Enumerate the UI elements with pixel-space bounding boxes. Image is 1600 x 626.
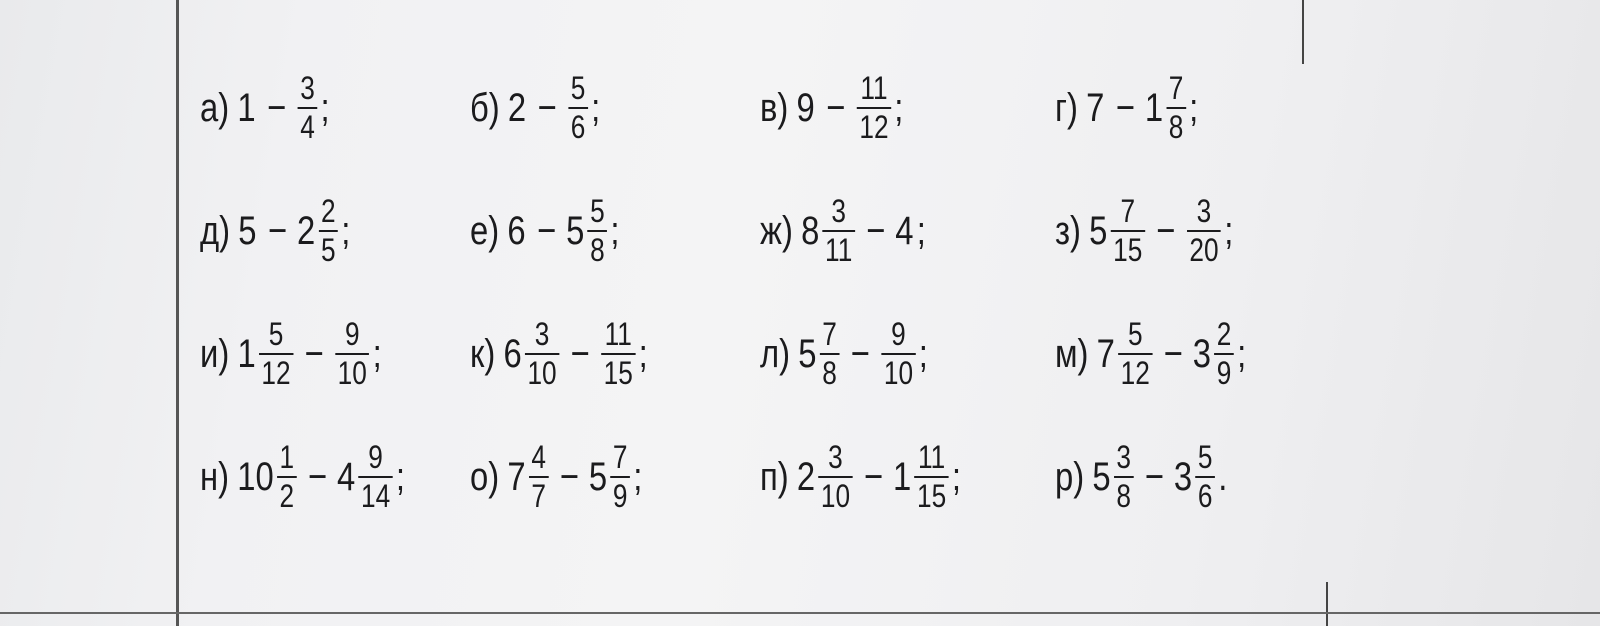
punctuation: . (1218, 455, 1228, 499)
minus-sign: − (308, 455, 328, 499)
item-label: к) (470, 332, 496, 376)
whole-part: 5 (588, 455, 608, 499)
fraction (319, 192, 339, 268)
whole-part: 5 (1092, 455, 1111, 499)
exercise-item (760, 429, 961, 525)
mixed-number (507, 438, 550, 514)
fraction (277, 438, 297, 514)
numerator: 9 (891, 315, 906, 352)
numerator: 5 (1127, 315, 1143, 352)
denominator: 14 (360, 477, 391, 514)
exercise-item (200, 183, 350, 279)
denominator: 15 (603, 354, 633, 391)
denominator: 8 (822, 354, 837, 391)
minus-sign: − (1115, 86, 1135, 130)
numerator: 5 (570, 69, 586, 106)
fraction (1187, 192, 1221, 268)
fraction (525, 315, 559, 391)
whole-part: 1 (892, 455, 912, 499)
mixed-number (1144, 69, 1188, 145)
numerator: 3 (831, 192, 846, 229)
fraction (818, 438, 852, 514)
integer: 9 (796, 86, 815, 130)
denominator: 8 (590, 231, 605, 268)
denominator: 15 (916, 477, 947, 514)
mixed-number (1192, 315, 1236, 391)
numerator: 11 (917, 438, 946, 475)
right-rule-bottom (1326, 582, 1328, 626)
mixed-number (588, 438, 632, 514)
numerator: 5 (590, 192, 605, 229)
integer: 7 (1086, 86, 1105, 130)
item-label: б) (470, 86, 500, 130)
right-rule-top (1302, 0, 1304, 64)
item-label: о) (470, 455, 500, 499)
exercise-item (470, 183, 620, 279)
mixed-number (1089, 192, 1146, 268)
exercise-item (1055, 183, 1233, 279)
numerator: 9 (344, 315, 360, 352)
item-label: в) (760, 86, 789, 130)
item-label: и) (200, 332, 230, 376)
denominator: 11 (825, 231, 853, 268)
fraction (610, 438, 630, 514)
item-label: р) (1055, 455, 1085, 499)
item-label: м) (1055, 332, 1089, 376)
numerator: 7 (1120, 192, 1136, 229)
denominator: 9 (1216, 354, 1232, 391)
denominator: 12 (261, 354, 291, 391)
numerator: 11 (860, 69, 888, 106)
numerator: 9 (368, 438, 383, 475)
whole-part: 3 (1173, 455, 1193, 499)
exercise-item (470, 306, 648, 402)
fraction (823, 192, 855, 268)
minus-sign: − (866, 209, 886, 253)
minus-sign: − (826, 86, 846, 130)
denominator: 12 (859, 108, 889, 145)
punctuation: ; (638, 332, 648, 376)
punctuation: ; (918, 332, 928, 376)
fraction (588, 192, 608, 268)
numerator: 5 (268, 315, 284, 352)
punctuation: ; (591, 86, 601, 130)
fraction (568, 69, 588, 145)
whole-part: 2 (296, 209, 316, 253)
numerator: 2 (1216, 315, 1232, 352)
punctuation: ; (341, 209, 351, 253)
punctuation: ; (372, 332, 382, 376)
whole-part: 10 (237, 455, 274, 499)
minus-sign: − (1156, 209, 1176, 253)
item-label: е) (470, 209, 500, 253)
fraction (259, 315, 293, 391)
exercise-item (200, 429, 405, 525)
denominator: 6 (1197, 477, 1213, 514)
fraction (1111, 192, 1145, 268)
exercise-item (1055, 429, 1227, 525)
punctuation: ; (951, 455, 962, 499)
denominator: 8 (1168, 108, 1184, 145)
fraction (529, 438, 549, 514)
minus-sign: − (304, 332, 324, 376)
punctuation: ; (916, 209, 926, 253)
fraction (915, 438, 949, 514)
fraction (1166, 69, 1186, 145)
minus-sign: − (537, 86, 557, 130)
mixed-number (237, 438, 298, 514)
denominator: 12 (1120, 354, 1150, 391)
denominator: 6 (570, 108, 586, 145)
minus-sign: − (1144, 455, 1165, 499)
mixed-number (1096, 315, 1154, 391)
minus-sign: − (559, 455, 580, 499)
minus-sign: − (570, 332, 590, 376)
numerator: 3 (1116, 438, 1131, 475)
fraction (1214, 315, 1234, 391)
denominator: 2 (279, 477, 295, 514)
numerator: 5 (1197, 438, 1213, 475)
numerator: 7 (1168, 69, 1184, 106)
mixed-number (237, 315, 294, 391)
fraction (857, 69, 891, 145)
bottom-rule (0, 612, 1600, 614)
fraction (881, 315, 915, 391)
whole-part: 1 (1144, 86, 1164, 130)
mixed-number (796, 438, 854, 514)
item-label: а) (200, 86, 230, 130)
denominator: 20 (1189, 231, 1219, 268)
numerator: 2 (320, 192, 336, 229)
denominator: 10 (337, 354, 367, 391)
minus-sign: − (267, 209, 288, 253)
numerator: 3 (300, 69, 315, 106)
minus-sign: − (863, 455, 884, 499)
mixed-number (801, 192, 856, 268)
mixed-number (503, 315, 560, 391)
item-label: д) (200, 209, 231, 253)
fraction (601, 315, 635, 391)
whole-part: 6 (503, 332, 522, 376)
numerator: 1 (279, 438, 295, 475)
denominator: 9 (612, 477, 628, 514)
item-label: л) (760, 332, 791, 376)
punctuation: ; (1189, 86, 1199, 130)
whole-part: 7 (1096, 332, 1115, 376)
denominator: 5 (320, 231, 336, 268)
exercise-item (1055, 60, 1198, 156)
item-label: п) (760, 455, 789, 499)
denominator: 10 (820, 477, 851, 514)
punctuation: ; (1237, 332, 1247, 376)
numerator: 3 (828, 438, 843, 475)
mixed-number (337, 438, 394, 514)
whole-part: 1 (237, 332, 256, 376)
whole-part: 3 (1192, 332, 1212, 376)
item-label: г) (1055, 86, 1078, 130)
mixed-number (296, 192, 340, 268)
mixed-number (566, 192, 609, 268)
exercise-item (470, 429, 642, 525)
exercise-item (760, 60, 903, 156)
numerator: 7 (822, 315, 837, 352)
mixed-number (1173, 438, 1217, 514)
fraction (359, 438, 393, 514)
fraction (820, 315, 840, 391)
exercise-item (200, 60, 330, 156)
numerator: 3 (534, 315, 550, 352)
minus-sign: − (267, 86, 287, 130)
fraction (1195, 438, 1215, 514)
integer: 2 (507, 86, 527, 130)
punctuation: ; (1224, 209, 1234, 253)
mixed-number (892, 438, 950, 514)
denominator: 7 (531, 477, 546, 514)
minus-sign: − (850, 332, 870, 376)
whole-part: 8 (801, 209, 820, 253)
exercise-item (200, 306, 382, 402)
denominator: 15 (1113, 231, 1143, 268)
exercise-item (760, 183, 926, 279)
minus-sign: − (537, 209, 557, 253)
integer: 6 (507, 209, 526, 253)
punctuation: ; (395, 455, 406, 499)
exercise-item (760, 306, 928, 402)
integer: 4 (895, 209, 914, 253)
numerator: 4 (531, 438, 546, 475)
item-label: н) (200, 455, 230, 499)
exercise-item (470, 60, 600, 156)
item-label: з) (1055, 209, 1081, 253)
denominator: 4 (300, 108, 315, 145)
mixed-number (1092, 438, 1135, 514)
punctuation: ; (320, 86, 330, 130)
whole-part: 5 (1089, 209, 1108, 253)
whole-part: 5 (798, 332, 817, 376)
mixed-number (798, 315, 841, 391)
fraction (1114, 438, 1134, 514)
denominator: 8 (1116, 477, 1131, 514)
fraction (298, 69, 318, 145)
numerator: 11 (604, 315, 632, 352)
whole-part: 4 (337, 455, 356, 499)
exercise-item (1055, 306, 1246, 402)
minus-sign: − (1163, 332, 1183, 376)
numerator: 3 (1196, 192, 1212, 229)
item-label: ж) (760, 209, 793, 253)
numerator: 7 (612, 438, 628, 475)
fraction (335, 315, 369, 391)
integer: 5 (238, 209, 257, 253)
punctuation: ; (610, 209, 620, 253)
punctuation: ; (894, 86, 904, 130)
whole-part: 7 (507, 455, 526, 499)
left-margin-rule (176, 0, 179, 626)
whole-part: 2 (796, 455, 816, 499)
whole-part: 5 (566, 209, 585, 253)
punctuation: ; (633, 455, 643, 499)
fraction (1118, 315, 1152, 391)
denominator: 10 (527, 354, 557, 391)
integer: 1 (237, 86, 256, 130)
denominator: 10 (883, 354, 914, 391)
